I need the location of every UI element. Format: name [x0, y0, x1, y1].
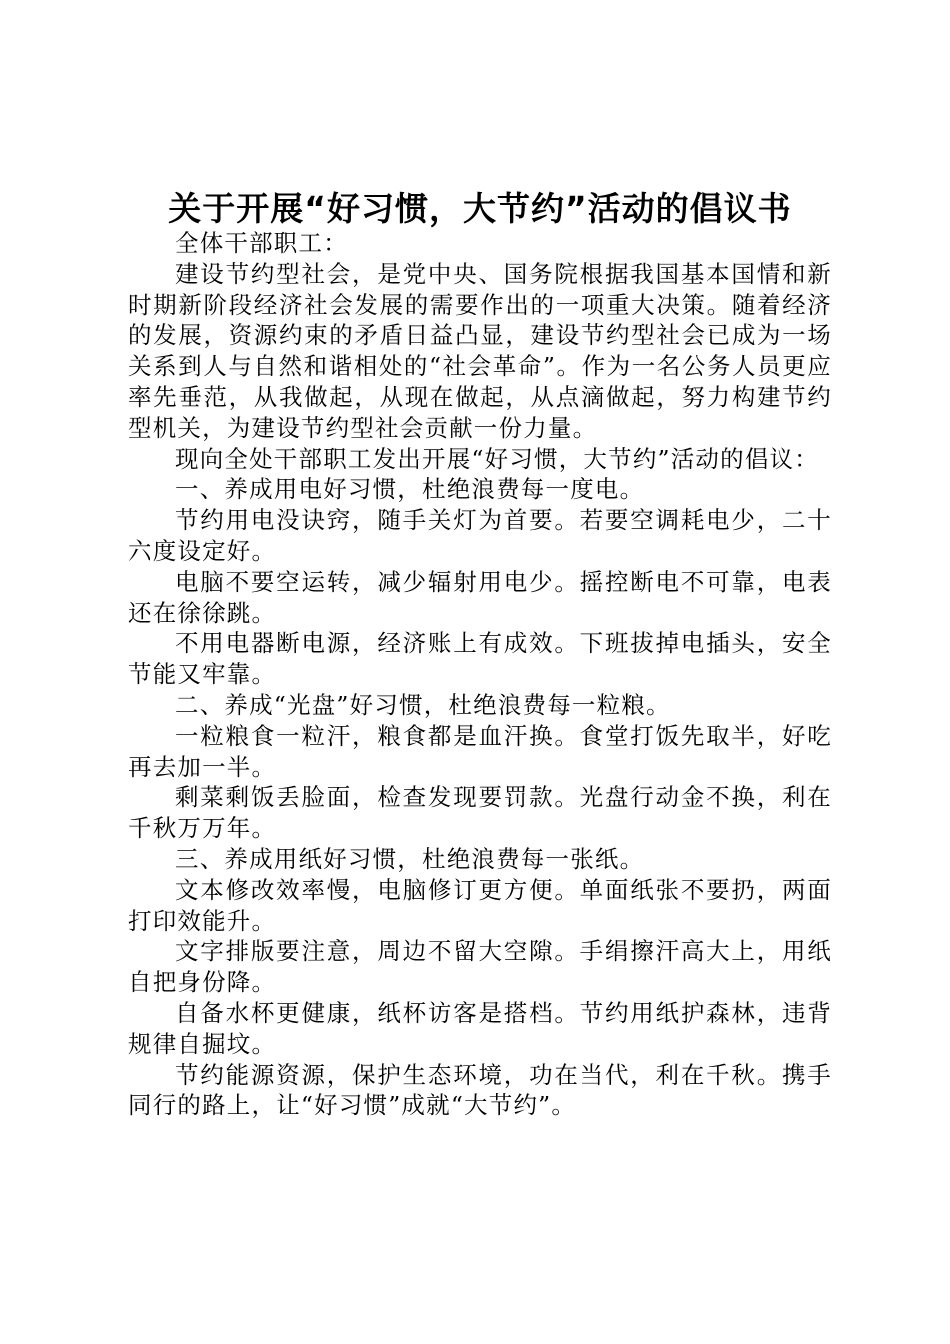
paragraph-paper-1: 文本修改效率慢，电脑修订更方便。单面纸张不要扔，两面打印效能升。	[128, 875, 832, 935]
paragraph-electricity-3: 不用电器断电源，经济账上有成效。下班拔掉电插头，安全节能又牢靠。	[128, 629, 832, 689]
paragraph-electricity-2: 电脑不要空运转，减少辐射用电少。摇控断电不可靠，电表还在徐徐跳。	[128, 567, 832, 627]
paragraph-food-2: 剩菜剩饭丢脸面，检查发现要罚款。光盘行动金不换，利在千秋万万年。	[128, 783, 832, 843]
paragraph-intro: 建设节约型社会，是党中央、国务院根据我国基本国情和新时期新阶段经济社会发展的需要作出的一项重大决策。随着经济的发展，资源约束的矛盾日益凸显，建设节约型社会已成为一场关系到人与自然和谐相处的“社会革命”。作为一名公务人员更应率先垂范，从我做起，从现在做起，从点滴做起，努力构建节约型机关，为建设节约型社会贡献一份力量。	[128, 259, 832, 442]
paragraph-paper-3: 自备水杯更健康，纸杯访客是搭档。节约用纸护森林，违背规律自掘坟。	[128, 998, 832, 1058]
document-body	[128, 228, 832, 1121]
section-heading-electricity: 一、养成用电好习惯，杜绝浪费每一度电。	[175, 475, 645, 504]
paragraph-closing: 节约能源资源，保护生态环境，功在当代，利在千秋。携手同行的路上，让“好习惯”成就“大节约”。	[128, 1060, 832, 1120]
document-title: 关于开展“好习惯，大节约”活动的倡议书	[168, 189, 792, 228]
salutation: 全体干部职工：	[175, 229, 348, 257]
section-heading-paper: 三、养成用纸好习惯，杜绝浪费每一张纸。	[175, 844, 645, 873]
paragraph-food-1: 一粒粮食一粒汗，粮食都是血汗换。食堂打饭先取半，好吃再去加一半。	[128, 721, 832, 781]
section-heading-food: 二、养成“光盘”好习惯，杜绝浪费每一粒粮。	[175, 690, 671, 719]
document-page	[128, 186, 832, 1121]
paragraph-electricity-1: 节约用电没诀窍，随手关灯为首要。若要空调耗电少，二十六度设定好。	[128, 506, 832, 565]
paragraph-proposal: 现向全处干部职工发出开展“好习惯，大节约”活动的倡议：	[175, 444, 819, 473]
paragraph-paper-2: 文字排版要注意，周边不留大空隙。手绢擦汗高大上，用纸自把身份降。	[128, 937, 832, 997]
